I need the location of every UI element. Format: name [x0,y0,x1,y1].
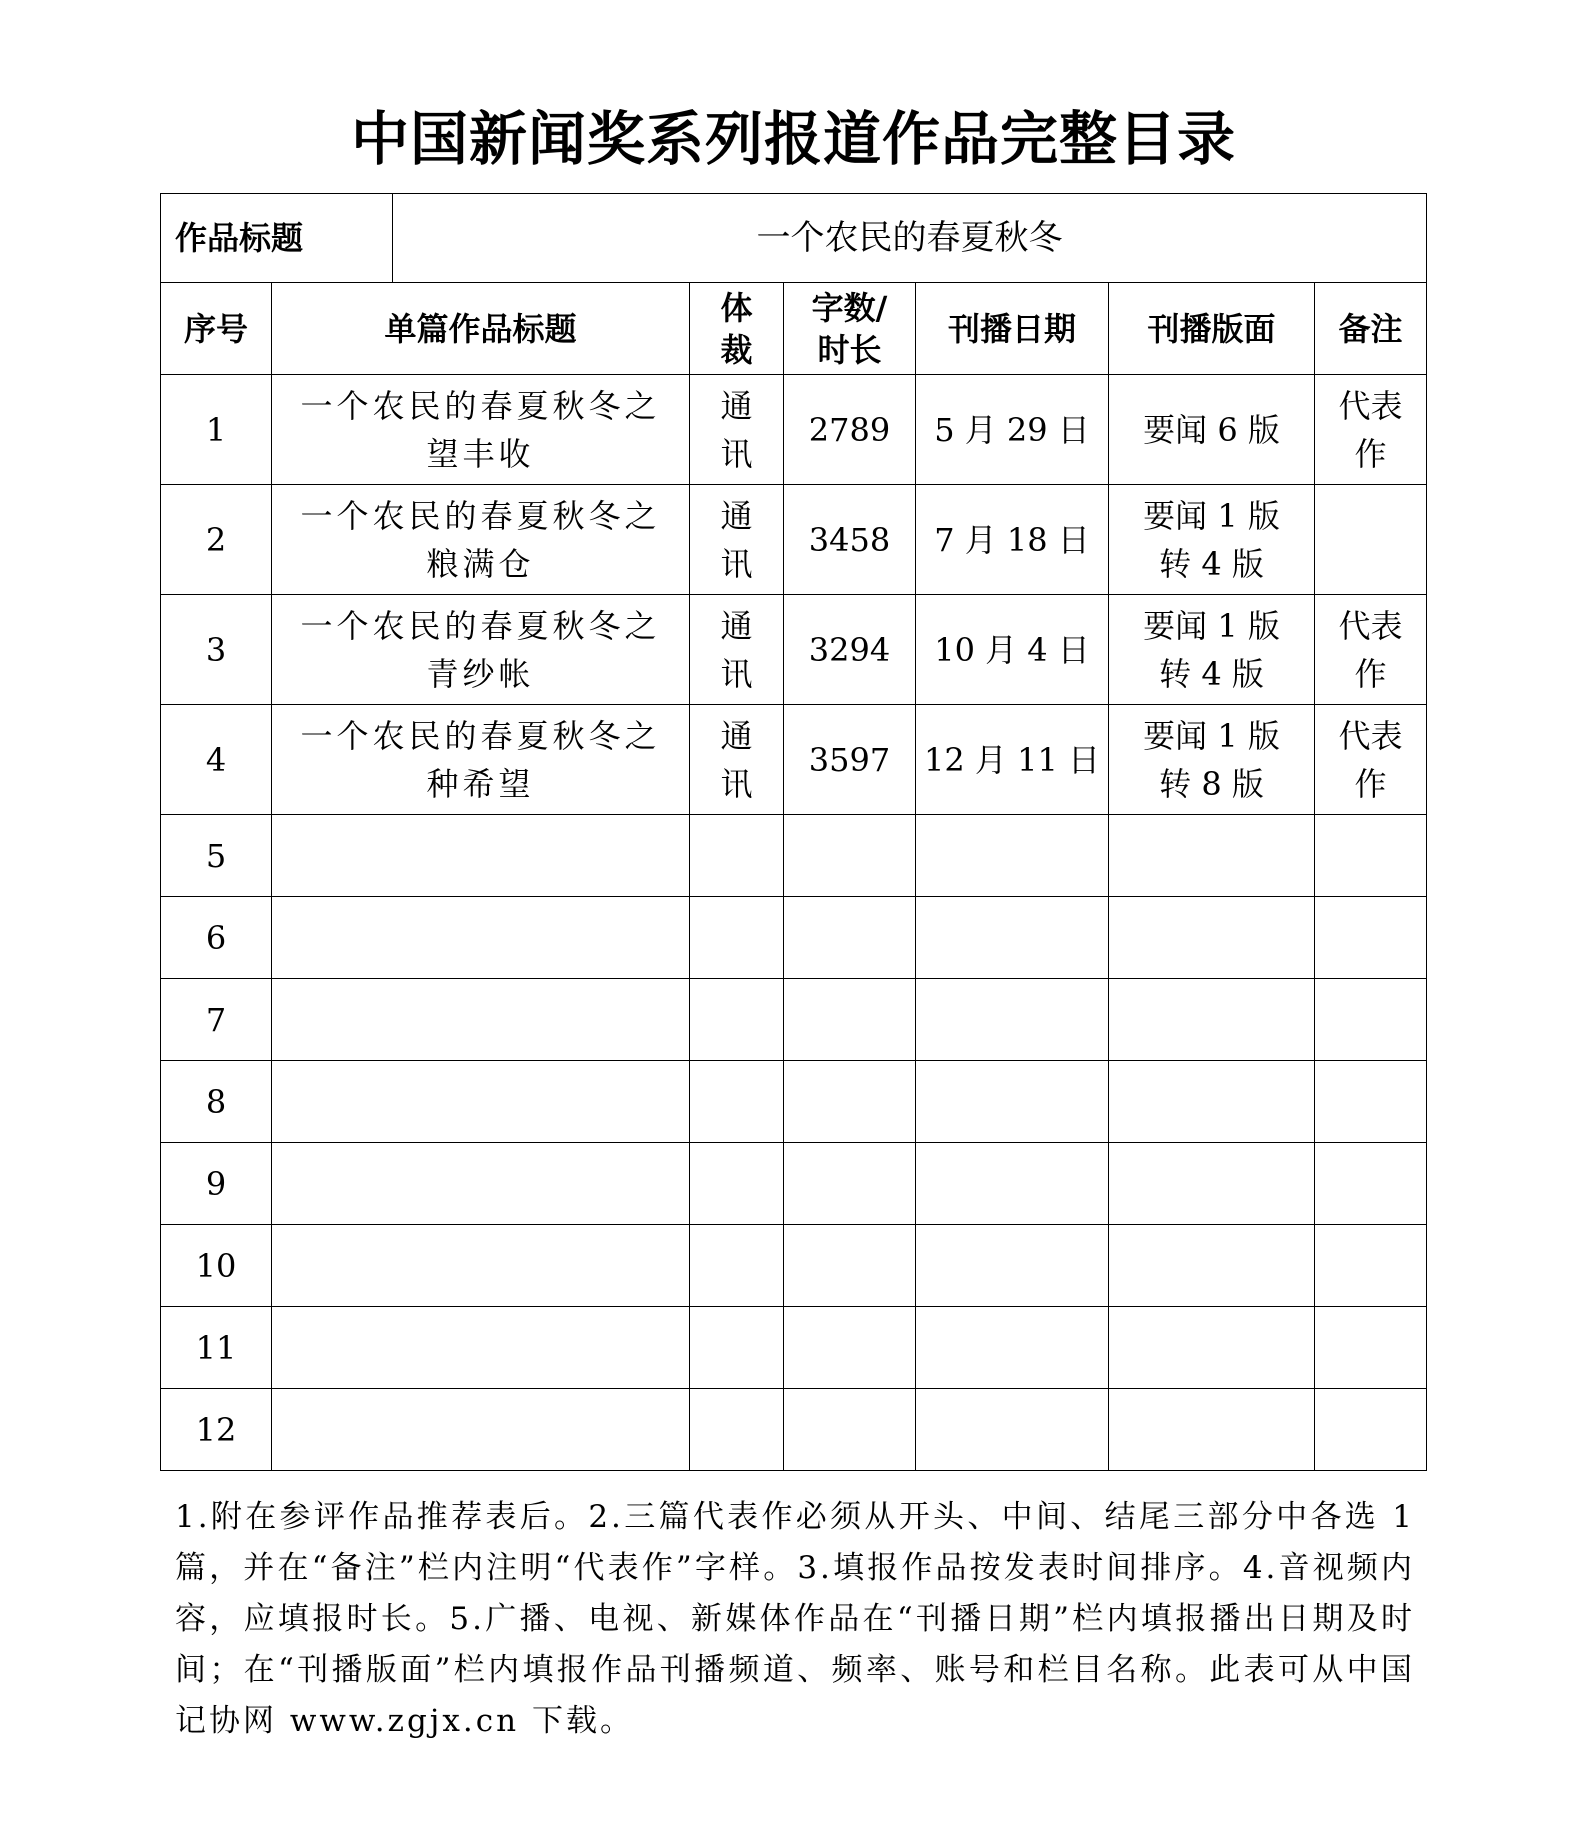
row-title [272,815,690,897]
row-remark [1315,485,1427,595]
table-row [161,1143,1427,1225]
row-page [1109,1307,1315,1389]
row-title [272,1307,690,1389]
row-remark [1315,1225,1427,1307]
row-date [916,1225,1109,1307]
footnotes: 1.附在参评作品推荐表后。2.三篇代表作必须从开头、中间、结尾三部分中各选 1 篇，并在“备注”栏内注明“代表作”字样。3.填报作品按发表时间排序。4.音视频内容，应填报时长。5.广播、电视、新媒体作品在“刊播日期”栏内填报播出日期及时间；在“刊播版面”栏内填报作品刊播频道、频率、账号和栏目名称。此表可从中国记协网 www.zgjx.cn 下载。 [175,1499,1415,1739]
row-genre: 通 讯 [690,705,784,815]
header-title: 单篇作品标题 [272,283,690,375]
row-index: 11 [161,1307,272,1389]
table-row [161,1061,1427,1143]
row-index: 3 [161,595,272,705]
table-row [161,815,1427,897]
row-index: 7 [161,979,272,1061]
row-page: 要闻 1 版 转 4 版 [1109,485,1315,595]
row-index: 5 [161,815,272,897]
row-page [1109,1225,1315,1307]
table-row [161,705,1427,815]
row-length [784,1143,916,1225]
header-length: 字数/ 时长 [784,283,916,375]
row-index: 8 [161,1061,272,1143]
row-date: 10 月 4 日 [916,595,1109,705]
row-title [272,1061,690,1143]
row-remark: 代表 作 [1315,595,1427,705]
row-date [916,1307,1109,1389]
row-date [916,1143,1109,1225]
row-remark: 代表 作 [1315,375,1427,485]
table-row [161,1307,1427,1389]
row-genre [690,815,784,897]
row-title: 一个农民的春夏秋冬之 种希望 [272,705,690,815]
row-genre [690,897,784,979]
row-remark [1315,897,1427,979]
row-date: 12 月 11 日 [916,705,1109,815]
row-length: 2789 [784,375,916,485]
row-genre [690,1389,784,1471]
row-genre [690,1307,784,1389]
work-title-row [161,194,1427,283]
table-row [161,897,1427,979]
row-genre [690,1061,784,1143]
row-index: 10 [161,1225,272,1307]
row-index: 9 [161,1143,272,1225]
row-date [916,1061,1109,1143]
row-date: 7 月 18 日 [916,485,1109,595]
row-date [916,1389,1109,1471]
row-date: 5 月 29 日 [916,375,1109,485]
row-length: 3294 [784,595,916,705]
row-remark [1315,815,1427,897]
row-page [1109,897,1315,979]
table-row [161,595,1427,705]
row-remark [1315,1307,1427,1389]
row-length [784,1307,916,1389]
row-title [272,979,690,1061]
row-page: 要闻 1 版 转 4 版 [1109,595,1315,705]
row-length [784,897,916,979]
row-title [272,1143,690,1225]
page-title: 中国新闻奖系列报道作品完整目录 [350,105,1236,173]
row-date [916,897,1109,979]
row-date [916,815,1109,897]
header-index: 序号 [161,283,272,375]
row-length [784,815,916,897]
header-page: 刊播版面 [1109,283,1315,375]
header-remark: 备注 [1315,283,1427,375]
row-length: 3458 [784,485,916,595]
row-remark [1315,1061,1427,1143]
row-page [1109,1389,1315,1471]
header-date: 刊播日期 [916,283,1109,375]
row-length [784,1389,916,1471]
row-genre [690,979,784,1061]
row-genre: 通 讯 [690,595,784,705]
table-row [161,979,1427,1061]
row-page: 要闻 1 版 转 8 版 [1109,705,1315,815]
table-row [161,1225,1427,1307]
row-remark [1315,1389,1427,1471]
row-page [1109,1061,1315,1143]
table-row [161,1389,1427,1471]
row-title: 一个农民的春夏秋冬之 望丰收 [272,375,690,485]
row-length [784,1061,916,1143]
row-length [784,1225,916,1307]
row-page: 要闻 6 版 [1109,375,1315,485]
row-remark [1315,979,1427,1061]
row-genre: 通 讯 [690,375,784,485]
row-date [916,979,1109,1061]
row-genre [690,1225,784,1307]
row-page [1109,979,1315,1061]
work-title-value: 一个农民的春夏秋冬 [393,194,1427,283]
header-row [161,283,1427,375]
row-index: 12 [161,1389,272,1471]
row-index: 6 [161,897,272,979]
row-title: 一个农民的春夏秋冬之 青纱帐 [272,595,690,705]
row-index: 4 [161,705,272,815]
row-title [272,1389,690,1471]
row-title [272,1225,690,1307]
row-title [272,897,690,979]
row-length: 3597 [784,705,916,815]
row-index: 1 [161,375,272,485]
row-remark [1315,1143,1427,1225]
row-genre [690,1143,784,1225]
row-page [1109,1143,1315,1225]
row-genre: 通 讯 [690,485,784,595]
table-row [161,375,1427,485]
catalog-table [160,193,1427,1471]
table-row [161,485,1427,595]
row-remark: 代表 作 [1315,705,1427,815]
work-title-label: 作品标题 [161,194,393,283]
row-title: 一个农民的春夏秋冬之 粮满仓 [272,485,690,595]
row-index: 2 [161,485,272,595]
row-length [784,979,916,1061]
header-genre: 体 裁 [690,283,784,375]
row-page [1109,815,1315,897]
